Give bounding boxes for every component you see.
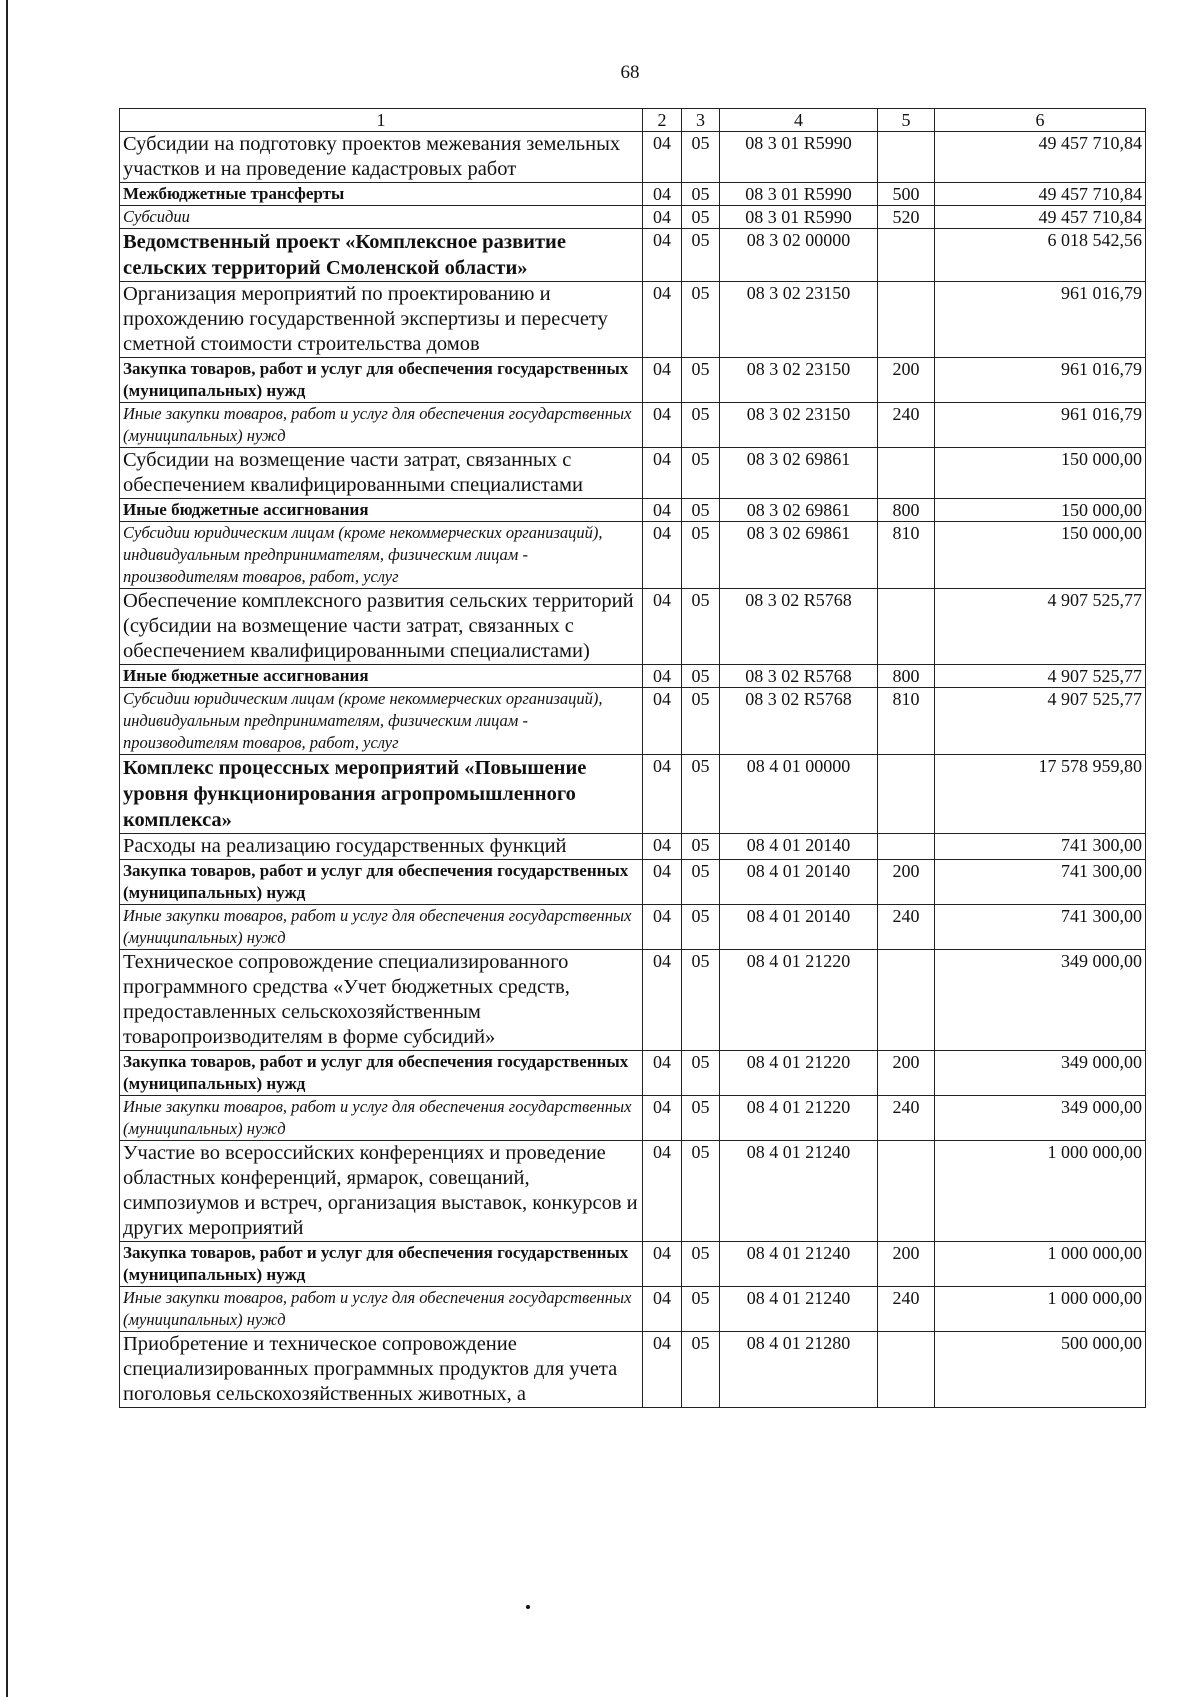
target-article-cell: 08 4 01 21220 <box>720 1051 878 1096</box>
section-code-cell: 04 <box>643 1332 682 1408</box>
amount-cell: 741 300,00 <box>935 860 1146 905</box>
table-row <box>120 1332 1146 1408</box>
row-name-cell: Организация мероприятий по проектированию и прохождению государственной экспертизы и пересчету сметной стоимости строительства домов <box>120 282 643 358</box>
target-article-cell: 08 3 02 00000 <box>720 229 878 282</box>
amount-cell: 741 300,00 <box>935 834 1146 860</box>
subsection-code-cell: 05 <box>682 282 720 358</box>
table-body <box>120 132 1146 1408</box>
column-header: 3 <box>682 109 720 132</box>
amount-cell: 1 000 000,00 <box>935 1141 1146 1242</box>
section-code-cell: 04 <box>643 448 682 499</box>
section-code-cell: 04 <box>643 282 682 358</box>
expense-type-cell <box>878 589 935 665</box>
table-row <box>120 688 1146 755</box>
page-number: 68 <box>620 62 640 83</box>
table-row <box>120 448 1146 499</box>
expense-type-cell: 240 <box>878 403 935 448</box>
table-row <box>120 860 1146 905</box>
section-code-cell: 04 <box>643 206 682 229</box>
section-code-cell: 04 <box>643 834 682 860</box>
amount-cell: 150 000,00 <box>935 499 1146 522</box>
amount-cell: 4 907 525,77 <box>935 688 1146 755</box>
subsection-code-cell: 05 <box>682 755 720 834</box>
subsection-code-cell: 05 <box>682 834 720 860</box>
column-header: 2 <box>643 109 682 132</box>
section-code-cell: 04 <box>643 358 682 403</box>
amount-cell: 1 000 000,00 <box>935 1242 1146 1287</box>
scan-speck <box>526 1605 530 1609</box>
expense-type-cell: 240 <box>878 1096 935 1141</box>
target-article-cell: 08 3 01 R5990 <box>720 206 878 229</box>
row-name-cell: Субсидии <box>120 206 643 229</box>
subsection-code-cell: 05 <box>682 1141 720 1242</box>
target-article-cell: 08 3 02 69861 <box>720 499 878 522</box>
expense-type-cell <box>878 448 935 499</box>
subsection-code-cell: 05 <box>682 499 720 522</box>
subsection-code-cell: 05 <box>682 860 720 905</box>
row-name-cell: Иные закупки товаров, работ и услуг для обеспечения государственных (муниципальных) нужд <box>120 905 643 950</box>
target-article-cell: 08 4 01 20140 <box>720 860 878 905</box>
amount-cell: 961 016,79 <box>935 358 1146 403</box>
table-row <box>120 665 1146 688</box>
target-article-cell: 08 4 01 20140 <box>720 834 878 860</box>
target-article-cell: 08 4 01 21280 <box>720 1332 878 1408</box>
subsection-code-cell: 05 <box>682 229 720 282</box>
row-name-cell: Закупка товаров, работ и услуг для обеспечения государственных (муниципальных) нужд <box>120 860 643 905</box>
amount-cell: 49 457 710,84 <box>935 183 1146 206</box>
amount-cell: 4 907 525,77 <box>935 589 1146 665</box>
expense-type-cell: 810 <box>878 522 935 589</box>
row-name-cell: Иные закупки товаров, работ и услуг для обеспечения государственных (муниципальных) нужд <box>120 403 643 448</box>
row-name-cell: Субсидии на подготовку проектов межевания земельных участков и на проведение кадастровых работ <box>120 132 643 183</box>
budget-table <box>119 108 1146 1408</box>
section-code-cell: 04 <box>643 229 682 282</box>
expense-type-cell <box>878 132 935 183</box>
amount-cell: 961 016,79 <box>935 403 1146 448</box>
table-row <box>120 183 1146 206</box>
target-article-cell: 08 3 02 69861 <box>720 522 878 589</box>
target-article-cell: 08 4 01 21220 <box>720 950 878 1051</box>
expense-type-cell: 800 <box>878 665 935 688</box>
row-name-cell: Расходы на реализацию государственных функций <box>120 834 643 860</box>
expense-type-cell: 240 <box>878 905 935 950</box>
target-article-cell: 08 3 02 R5768 <box>720 665 878 688</box>
amount-cell: 349 000,00 <box>935 950 1146 1051</box>
amount-cell: 741 300,00 <box>935 905 1146 950</box>
subsection-code-cell: 05 <box>682 132 720 183</box>
target-article-cell: 08 3 02 23150 <box>720 358 878 403</box>
expense-type-cell <box>878 755 935 834</box>
target-article-cell: 08 4 01 21220 <box>720 1096 878 1141</box>
target-article-cell: 08 4 01 21240 <box>720 1141 878 1242</box>
target-article-cell: 08 3 02 R5768 <box>720 688 878 755</box>
amount-cell: 17 578 959,80 <box>935 755 1146 834</box>
amount-cell: 150 000,00 <box>935 448 1146 499</box>
row-name-cell: Комплекс процессных мероприятий «Повышение уровня функционирования агропромышленного комплекса» <box>120 755 643 834</box>
table-row <box>120 589 1146 665</box>
subsection-code-cell: 05 <box>682 358 720 403</box>
target-article-cell: 08 3 01 R5990 <box>720 132 878 183</box>
subsection-code-cell: 05 <box>682 1051 720 1096</box>
expense-type-cell: 200 <box>878 358 935 403</box>
subsection-code-cell: 05 <box>682 665 720 688</box>
amount-cell: 49 457 710,84 <box>935 206 1146 229</box>
row-name-cell: Иные бюджетные ассигнования <box>120 665 643 688</box>
expense-type-cell: 200 <box>878 860 935 905</box>
subsection-code-cell: 05 <box>682 905 720 950</box>
section-code-cell: 04 <box>643 755 682 834</box>
section-code-cell: 04 <box>643 860 682 905</box>
table-row <box>120 358 1146 403</box>
table-row <box>120 403 1146 448</box>
expense-type-cell <box>878 1332 935 1408</box>
amount-cell: 961 016,79 <box>935 282 1146 358</box>
expense-type-cell: 200 <box>878 1051 935 1096</box>
section-code-cell: 04 <box>643 665 682 688</box>
row-name-cell: Ведомственный проект «Комплексное развитие сельских территорий Смоленской области» <box>120 229 643 282</box>
section-code-cell: 04 <box>643 499 682 522</box>
scan-left-edge <box>6 0 8 1697</box>
row-name-cell: Иные закупки товаров, работ и услуг для обеспечения государственных (муниципальных) нужд <box>120 1287 643 1332</box>
table-row <box>120 1287 1146 1332</box>
row-name-cell: Техническое сопровождение специализированного программного средства «Учет бюджетных средств, предоставленных сельскохозяйственным товаропроизводителям в форме субсидий» <box>120 950 643 1051</box>
expense-type-cell: 240 <box>878 1287 935 1332</box>
table-row <box>120 206 1146 229</box>
table-row <box>120 1141 1146 1242</box>
row-name-cell: Иные закупки товаров, работ и услуг для обеспечения государственных (муниципальных) нужд <box>120 1096 643 1141</box>
amount-cell: 349 000,00 <box>935 1096 1146 1141</box>
target-article-cell: 08 3 01 R5990 <box>720 183 878 206</box>
table-row <box>120 282 1146 358</box>
target-article-cell: 08 4 01 21240 <box>720 1287 878 1332</box>
target-article-cell: 08 4 01 20140 <box>720 905 878 950</box>
amount-cell: 349 000,00 <box>935 1051 1146 1096</box>
expense-type-cell: 520 <box>878 206 935 229</box>
expense-type-cell: 810 <box>878 688 935 755</box>
expense-type-cell: 500 <box>878 183 935 206</box>
amount-cell: 6 018 542,56 <box>935 229 1146 282</box>
row-name-cell: Закупка товаров, работ и услуг для обеспечения государственных (муниципальных) нужд <box>120 358 643 403</box>
target-article-cell: 08 3 02 23150 <box>720 403 878 448</box>
row-name-cell: Участие во всероссийских конференциях и проведение областных конференций, ярмарок, совещаний, симпозиумов и встреч, организация выставок, конкурсов и других мероприятий <box>120 1141 643 1242</box>
expense-type-cell <box>878 282 935 358</box>
table-row <box>120 1096 1146 1141</box>
table-row <box>120 522 1146 589</box>
column-header: 1 <box>120 109 643 132</box>
section-code-cell: 04 <box>643 1287 682 1332</box>
table-row <box>120 132 1146 183</box>
subsection-code-cell: 05 <box>682 1287 720 1332</box>
subsection-code-cell: 05 <box>682 589 720 665</box>
subsection-code-cell: 05 <box>682 522 720 589</box>
table-row <box>120 755 1146 834</box>
column-header: 5 <box>878 109 935 132</box>
section-code-cell: 04 <box>643 688 682 755</box>
target-article-cell: 08 3 02 69861 <box>720 448 878 499</box>
expense-type-cell: 200 <box>878 1242 935 1287</box>
section-code-cell: 04 <box>643 905 682 950</box>
table-header-row <box>120 109 1146 132</box>
column-header: 6 <box>935 109 1146 132</box>
subsection-code-cell: 05 <box>682 1332 720 1408</box>
subsection-code-cell: 05 <box>682 1242 720 1287</box>
section-code-cell: 04 <box>643 1242 682 1287</box>
target-article-cell: 08 4 01 00000 <box>720 755 878 834</box>
row-name-cell: Субсидии на возмещение части затрат, связанных с обеспечением квалифицированными специалистами <box>120 448 643 499</box>
row-name-cell: Закупка товаров, работ и услуг для обеспечения государственных (муниципальных) нужд <box>120 1051 643 1096</box>
amount-cell: 500 000,00 <box>935 1332 1146 1408</box>
row-name-cell: Субсидии юридическим лицам (кроме некоммерческих организаций), индивидуальным предпринимателям, физическим лицам - производителям товаров, работ, услуг <box>120 688 643 755</box>
table-row <box>120 950 1146 1051</box>
row-name-cell: Обеспечение комплексного развития сельских территорий (субсидии на возмещение части затрат, связанных с обеспечением квалифицированными специалистами) <box>120 589 643 665</box>
amount-cell: 1 000 000,00 <box>935 1287 1146 1332</box>
section-code-cell: 04 <box>643 403 682 448</box>
row-name-cell: Приобретение и техническое сопровождение специализированных программных продуктов для учета поголовья сельскохозяйственных животных, а <box>120 1332 643 1408</box>
section-code-cell: 04 <box>643 183 682 206</box>
subsection-code-cell: 05 <box>682 403 720 448</box>
row-name-cell: Субсидии юридическим лицам (кроме некоммерческих организаций), индивидуальным предпринимателям, физическим лицам - производителям товаров, работ, услуг <box>120 522 643 589</box>
target-article-cell: 08 4 01 21240 <box>720 1242 878 1287</box>
row-name-cell: Межбюджетные трансферты <box>120 183 643 206</box>
table-row <box>120 905 1146 950</box>
row-name-cell: Закупка товаров, работ и услуг для обеспечения государственных (муниципальных) нужд <box>120 1242 643 1287</box>
table-row <box>120 834 1146 860</box>
section-code-cell: 04 <box>643 1051 682 1096</box>
subsection-code-cell: 05 <box>682 183 720 206</box>
table-row <box>120 229 1146 282</box>
table-row <box>120 499 1146 522</box>
row-name-cell: Иные бюджетные ассигнования <box>120 499 643 522</box>
subsection-code-cell: 05 <box>682 206 720 229</box>
amount-cell: 49 457 710,84 <box>935 132 1146 183</box>
expense-type-cell <box>878 1141 935 1242</box>
column-header: 4 <box>720 109 878 132</box>
expense-type-cell: 800 <box>878 499 935 522</box>
section-code-cell: 04 <box>643 1141 682 1242</box>
subsection-code-cell: 05 <box>682 950 720 1051</box>
section-code-cell: 04 <box>643 589 682 665</box>
table-row <box>120 1051 1146 1096</box>
expense-type-cell <box>878 229 935 282</box>
subsection-code-cell: 05 <box>682 688 720 755</box>
subsection-code-cell: 05 <box>682 1096 720 1141</box>
amount-cell: 150 000,00 <box>935 522 1146 589</box>
amount-cell: 4 907 525,77 <box>935 665 1146 688</box>
section-code-cell: 04 <box>643 522 682 589</box>
target-article-cell: 08 3 02 R5768 <box>720 589 878 665</box>
expense-type-cell <box>878 950 935 1051</box>
target-article-cell: 08 3 02 23150 <box>720 282 878 358</box>
subsection-code-cell: 05 <box>682 448 720 499</box>
section-code-cell: 04 <box>643 1096 682 1141</box>
section-code-cell: 04 <box>643 132 682 183</box>
expense-type-cell <box>878 834 935 860</box>
section-code-cell: 04 <box>643 950 682 1051</box>
table-row <box>120 1242 1146 1287</box>
